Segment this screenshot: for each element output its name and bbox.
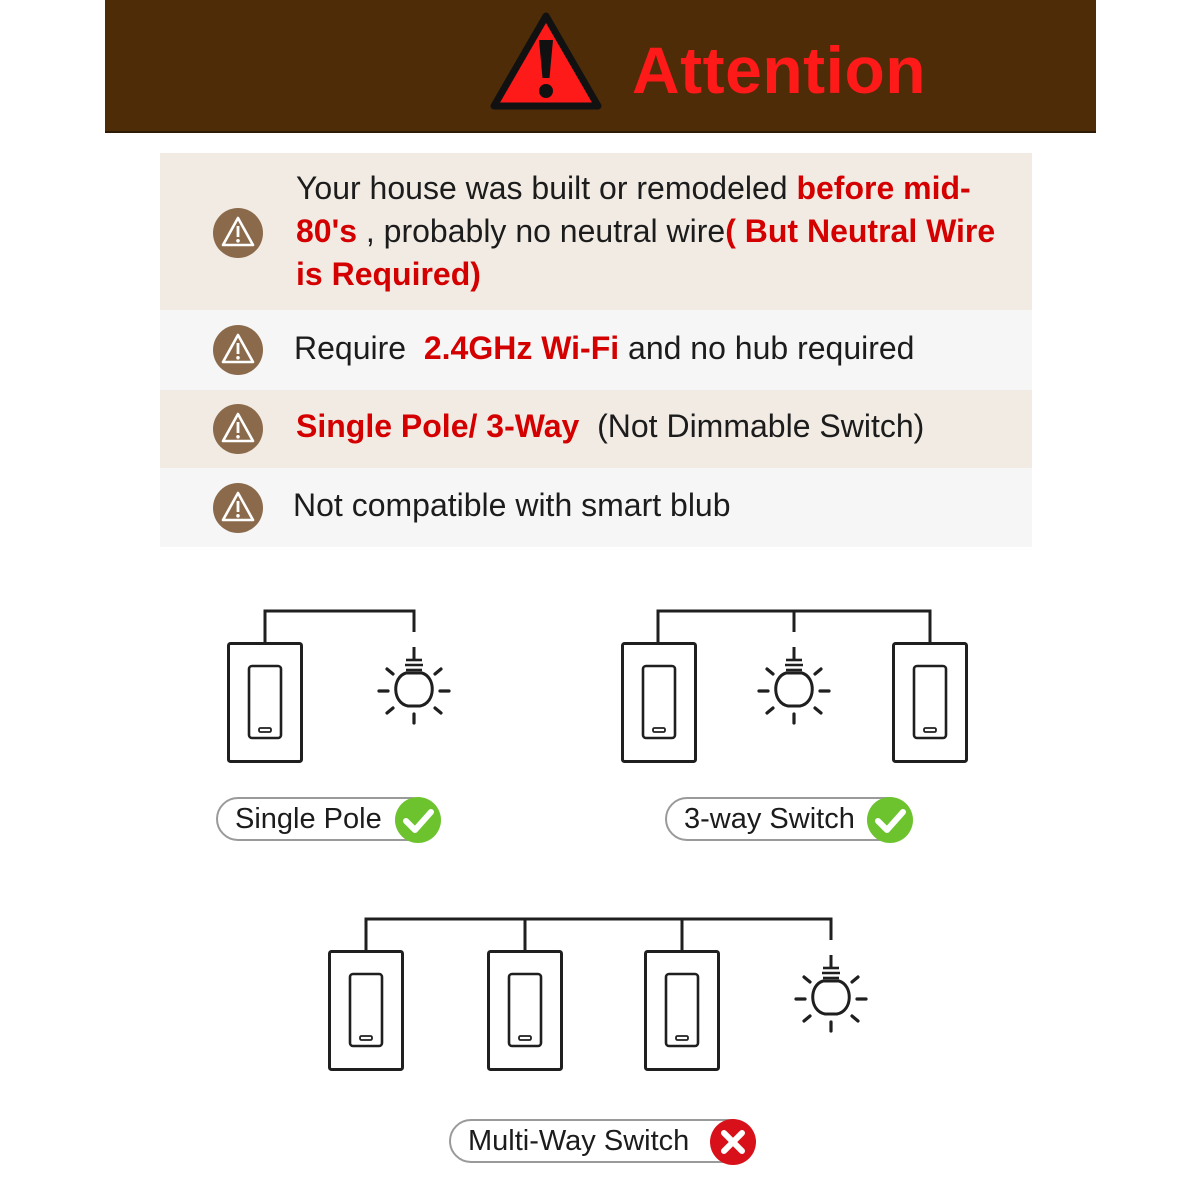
multi-way-text: Multi-Way Switch <box>468 1125 690 1157</box>
warning-circle-icon <box>212 482 264 534</box>
wall-switch-icon <box>894 644 967 762</box>
light-bulb-icon <box>796 955 866 1031</box>
warning-circle-icon <box>212 324 264 376</box>
single-pole-diagram <box>200 600 480 780</box>
light-bulb-icon <box>379 647 449 723</box>
note-segment: Your house was built or remodeled <box>296 170 797 206</box>
note-item <box>160 468 1032 547</box>
warning-circle-icon <box>212 207 264 259</box>
note-text <box>296 405 924 448</box>
note-item <box>160 153 1032 310</box>
note-segment: (Not Dimmable Switch) <box>579 408 925 444</box>
note-emphasis: Single Pole/ 3-Way <box>296 408 580 444</box>
cross-icon <box>709 1118 757 1166</box>
three-way-diagram <box>600 600 990 780</box>
light-bulb-icon <box>759 647 829 723</box>
note-segment: Require <box>294 330 424 366</box>
wall-switch-icon <box>623 644 696 762</box>
note-segment: , probably no neutral wire <box>357 213 726 249</box>
wall-switch-icon <box>330 952 403 1070</box>
note-item <box>160 390 1032 468</box>
note-item <box>160 310 1032 390</box>
note-emphasis: ( But Neutral Wire is Required) <box>296 213 996 292</box>
note-emphasis: before mid-80's <box>296 170 971 249</box>
single-pole-text: Single Pole <box>235 803 382 835</box>
check-icon <box>866 796 914 844</box>
three-way-label <box>665 797 910 841</box>
warning-triangle-icon <box>488 10 604 114</box>
note-text <box>294 327 914 370</box>
wall-switch-icon <box>646 952 719 1070</box>
note-text <box>296 167 996 296</box>
check-icon <box>394 796 442 844</box>
wall-switch-icon <box>489 952 562 1070</box>
note-text <box>293 484 731 527</box>
note-segment: and no hub required <box>619 330 915 366</box>
wall-switch-icon <box>229 644 302 762</box>
notes-list <box>160 153 1032 547</box>
note-segment: Not compatible with smart blub <box>293 487 731 523</box>
multi-way-diagram <box>300 908 890 1088</box>
three-way-text: 3-way Switch <box>684 803 855 835</box>
single-pole-label <box>216 797 434 841</box>
attention-banner <box>105 0 1096 133</box>
note-emphasis: 2.4GHz Wi-Fi <box>423 330 620 366</box>
warning-circle-icon <box>212 403 264 455</box>
multi-way-label <box>449 1119 751 1163</box>
page-title: Attention <box>632 33 927 107</box>
